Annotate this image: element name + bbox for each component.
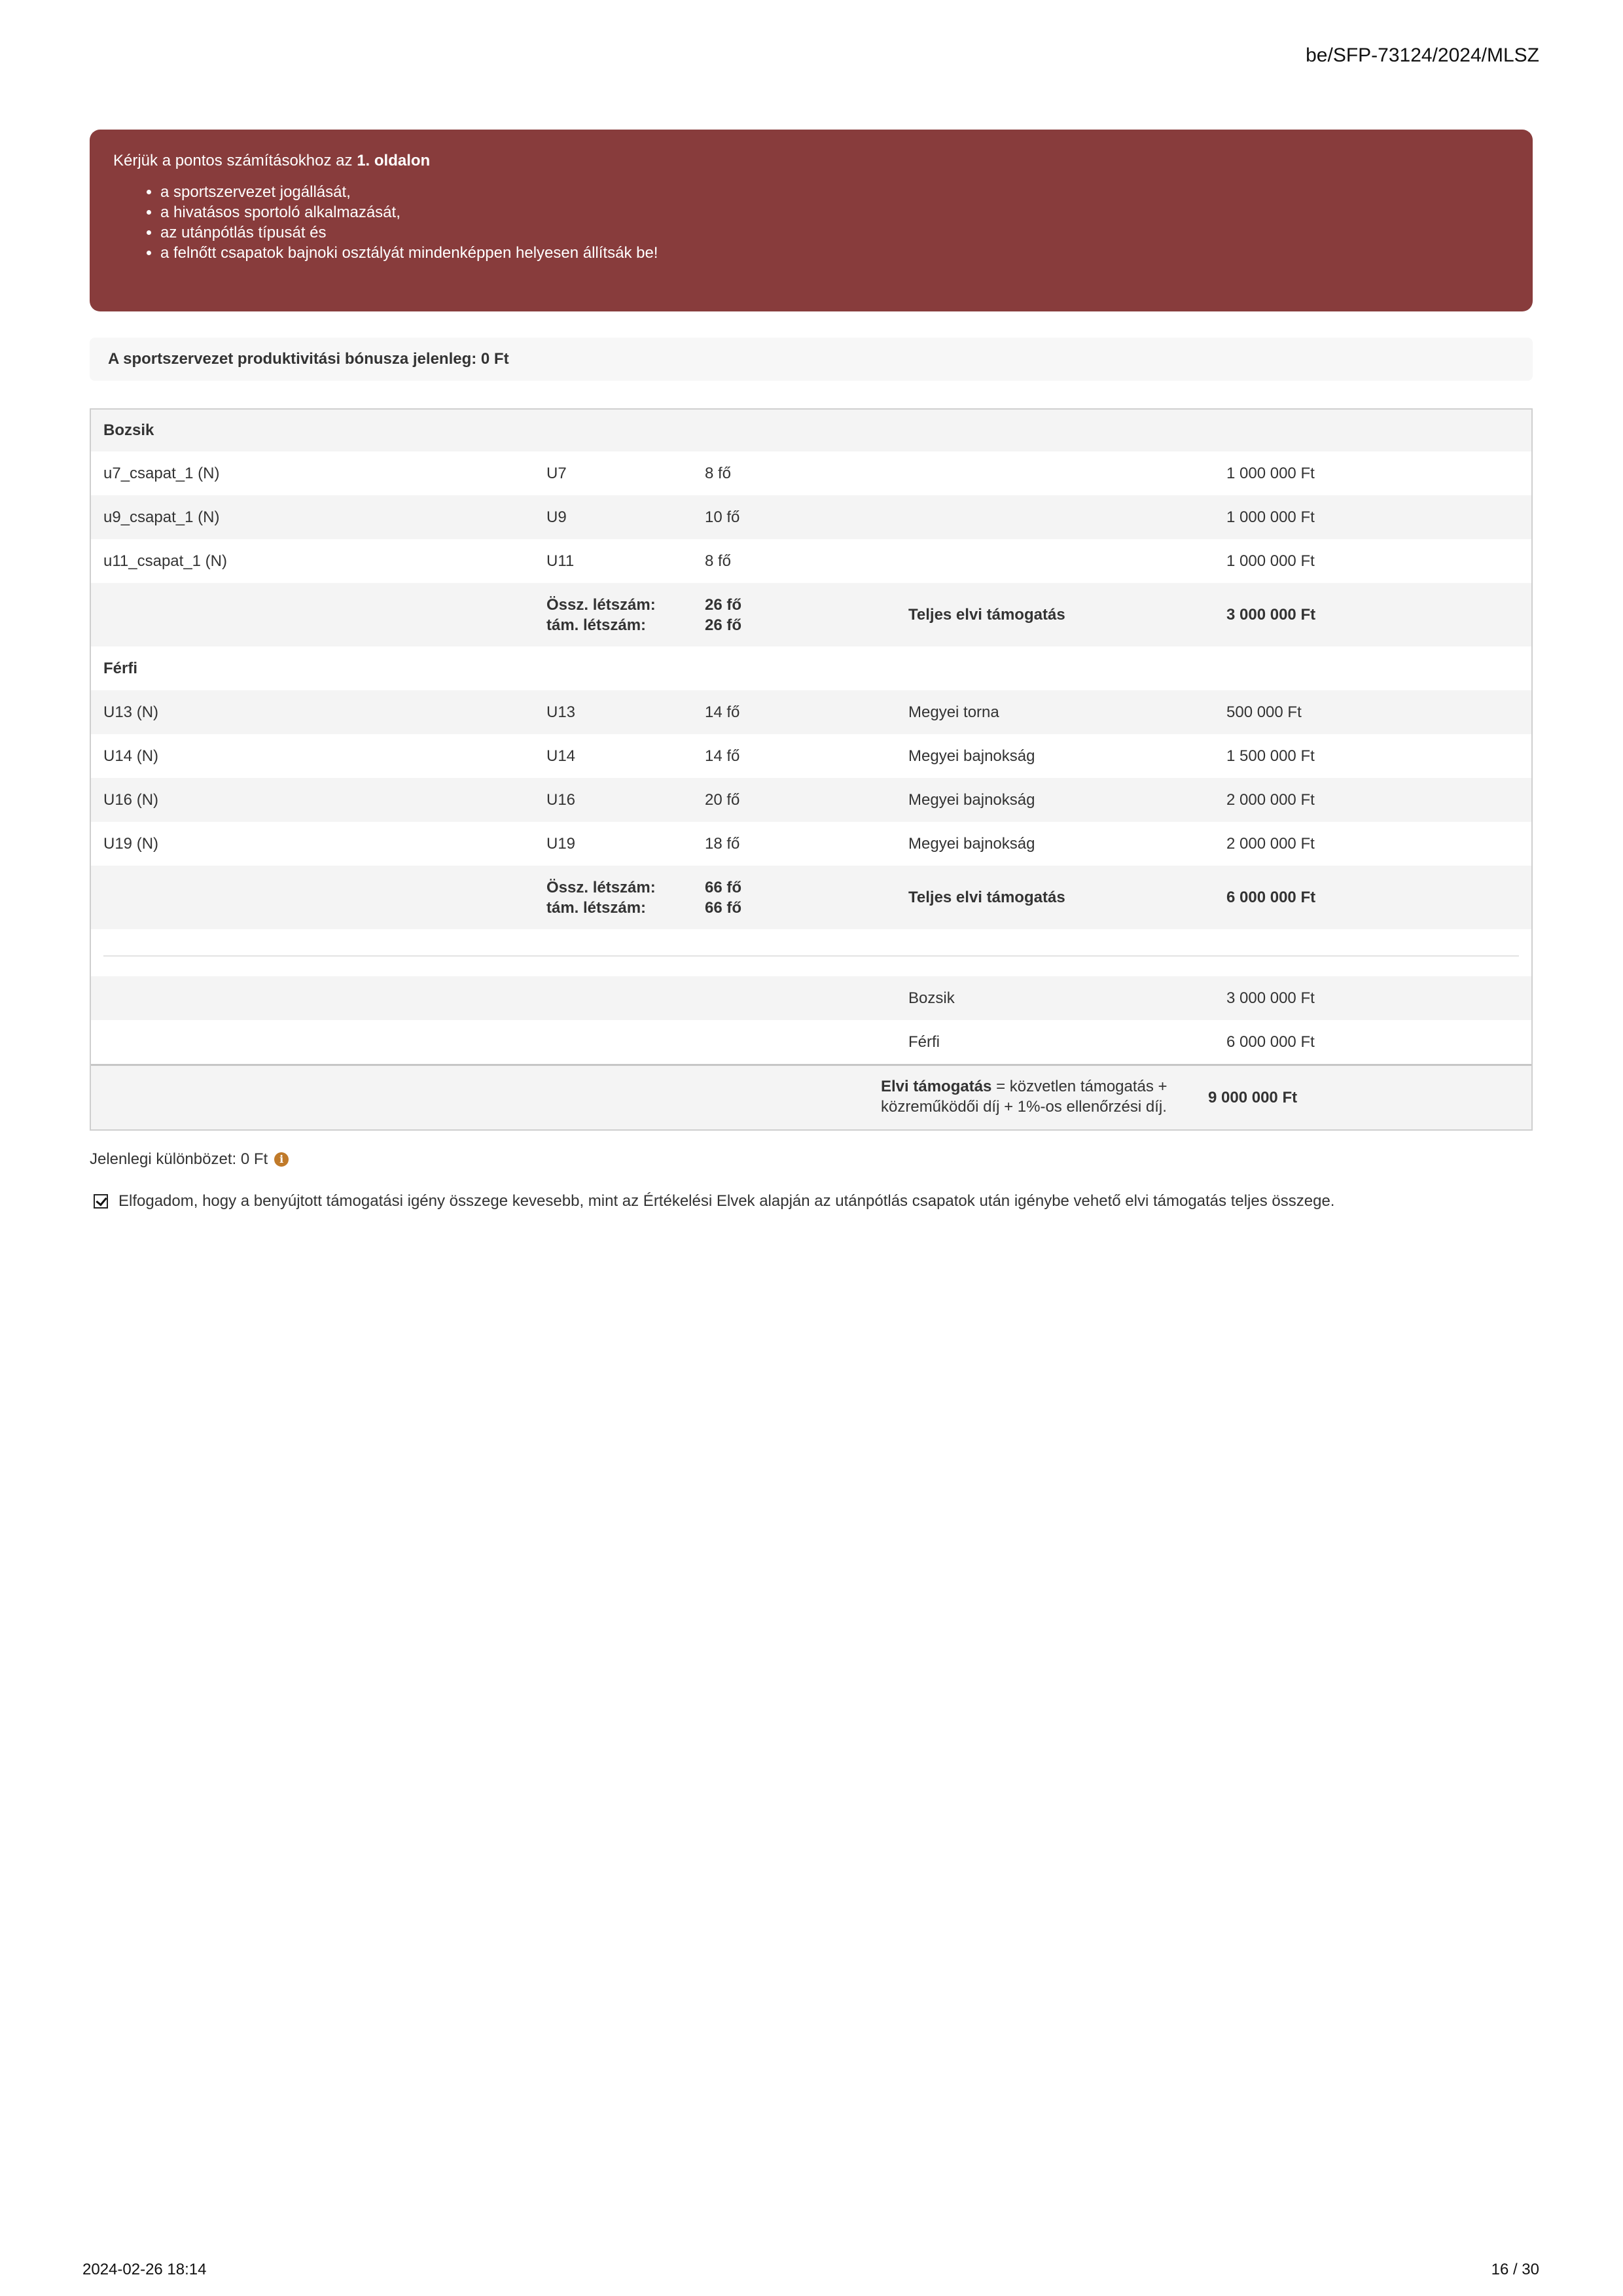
supported-headcount-label: tám. létszám: xyxy=(546,616,647,634)
player-count: 8 fő xyxy=(705,464,732,482)
final-total-value: 9 000 000 Ft xyxy=(1208,1088,1298,1106)
category-total-row xyxy=(91,1020,1531,1064)
team-name: u11_csapat_1 (N) xyxy=(103,552,227,570)
alert-item: • a hivatásos sportoló alkalmazását, xyxy=(160,202,1509,222)
team-name: u9_csapat_1 (N) xyxy=(103,508,220,526)
team-name: u7_csapat_1 (N) xyxy=(103,464,220,482)
alert-lead-text: Kérjük a pontos számításokhoz az xyxy=(113,152,357,169)
supported-headcount-value: 26 fő xyxy=(705,616,742,634)
table-row xyxy=(91,822,1531,866)
info-icon[interactable]: i xyxy=(274,1152,289,1167)
total-support-value: 6 000 000 Ft xyxy=(1226,888,1316,906)
section-header-ferfi xyxy=(91,646,1531,690)
team-name: U14 (N) xyxy=(103,747,159,765)
total-support-value: 3 000 000 Ft xyxy=(1226,605,1316,624)
supported-headcount-label: tám. létszám: xyxy=(546,898,647,917)
table-row xyxy=(91,539,1531,583)
player-count: 14 fő xyxy=(705,747,740,765)
category-value: 6 000 000 Ft xyxy=(1226,1033,1315,1051)
total-headcount-label: Össz. létszám: xyxy=(546,595,656,614)
alert-list xyxy=(113,182,1509,263)
alert-lead-bold: 1. oldalon xyxy=(357,152,431,169)
league: Megyei bajnokság xyxy=(908,834,1035,853)
final-total-row xyxy=(91,1064,1531,1129)
table-row xyxy=(91,734,1531,778)
player-count: 8 fő xyxy=(705,552,732,570)
team-name: U16 (N) xyxy=(103,790,159,809)
final-label-bold: Elvi támogatás xyxy=(881,1078,992,1095)
headcount-values xyxy=(705,866,741,929)
warning-alert xyxy=(90,130,1533,311)
total-headcount-value: 26 fő xyxy=(705,595,742,614)
document-id: be/SFP-73124/2024/MLSZ xyxy=(1306,44,1539,66)
age-group: U16 xyxy=(546,790,576,809)
acceptance-checkbox-row[interactable] xyxy=(94,1192,1334,1210)
table-row xyxy=(91,690,1531,734)
headcount-values xyxy=(705,583,741,646)
amount: 500 000 Ft xyxy=(1226,703,1302,721)
table-divider xyxy=(103,955,1519,957)
difference-text: Jelenlegi különbözet: 0 Ft xyxy=(90,1150,268,1168)
age-group: U9 xyxy=(546,508,567,526)
amount: 1 000 000 Ft xyxy=(1226,464,1315,482)
headcount-labels xyxy=(546,866,656,929)
league: Megyei bajnokság xyxy=(908,790,1035,809)
alert-item: • az utánpótlás típusát és xyxy=(160,222,1509,243)
team-name: U19 (N) xyxy=(103,834,159,853)
section-header-bozsik xyxy=(91,410,1531,451)
final-formula xyxy=(881,1076,1168,1117)
footer-datetime: 2024-02-26 18:14 xyxy=(82,2261,207,2278)
amount: 2 000 000 Ft xyxy=(1226,790,1315,809)
section-title: Bozsik xyxy=(103,421,154,439)
total-headcount-label: Össz. létszám: xyxy=(546,878,656,896)
section-summary-ferfi xyxy=(91,866,1531,929)
final-label-rest: = közvetlen támogatás + xyxy=(991,1078,1168,1095)
player-count: 14 fő xyxy=(705,703,740,721)
support-table xyxy=(90,408,1533,1131)
league: Megyei torna xyxy=(908,703,999,721)
table-row xyxy=(91,451,1531,495)
category-value: 3 000 000 Ft xyxy=(1226,989,1315,1007)
acceptance-text: Elfogadom, hogy a benyújtott támogatási igény összege kevesebb, mint az Értékelési Elvek alapján az utánpótlás csapatok után igénybe vehető elvi támogatás teljes összege. xyxy=(118,1192,1335,1210)
age-group: U11 xyxy=(546,552,575,570)
alert-lead xyxy=(113,152,1509,170)
total-support-label: Teljes elvi támogatás xyxy=(908,605,1065,624)
section-summary-bozsik xyxy=(91,583,1531,646)
category-total-row xyxy=(91,976,1531,1020)
player-count: 18 fő xyxy=(705,834,740,853)
section-title: Férfi xyxy=(103,659,138,677)
productivity-bonus: A sportszervezet produktivitási bónusza jelenleg: 0 Ft xyxy=(90,338,1533,381)
age-group: U14 xyxy=(546,747,576,765)
amount: 1 500 000 Ft xyxy=(1226,747,1315,765)
category-label: Férfi xyxy=(908,1033,940,1051)
amount: 1 000 000 Ft xyxy=(1226,552,1315,570)
current-difference xyxy=(90,1150,289,1169)
team-name: U13 (N) xyxy=(103,703,159,721)
alert-item: • a sportszervezet jogállását, xyxy=(160,182,1509,202)
category-label: Bozsik xyxy=(908,989,955,1007)
supported-headcount-value: 66 fő xyxy=(705,898,742,917)
player-count: 10 fő xyxy=(705,508,740,526)
table-row xyxy=(91,778,1531,822)
age-group: U19 xyxy=(546,834,576,853)
amount: 1 000 000 Ft xyxy=(1226,508,1315,526)
footer-page-number: 16 / 30 xyxy=(1491,2261,1539,2278)
league: Megyei bajnokság xyxy=(908,747,1035,765)
player-count: 20 fő xyxy=(705,790,740,809)
table-row xyxy=(91,495,1531,539)
acceptance-checkbox[interactable] xyxy=(94,1194,108,1209)
total-support-label: Teljes elvi támogatás xyxy=(908,888,1065,906)
total-headcount-value: 66 fő xyxy=(705,878,742,896)
headcount-labels xyxy=(546,583,656,646)
amount: 2 000 000 Ft xyxy=(1226,834,1315,853)
age-group: U7 xyxy=(546,464,567,482)
final-label-rest-2: közreműködői díj + 1%-os ellenőrzési díj. xyxy=(881,1098,1167,1116)
alert-item: • a felnőtt csapatok bajnoki osztályát mindenképpen helyesen állítsák be! xyxy=(160,243,1509,263)
age-group: U13 xyxy=(546,703,576,721)
